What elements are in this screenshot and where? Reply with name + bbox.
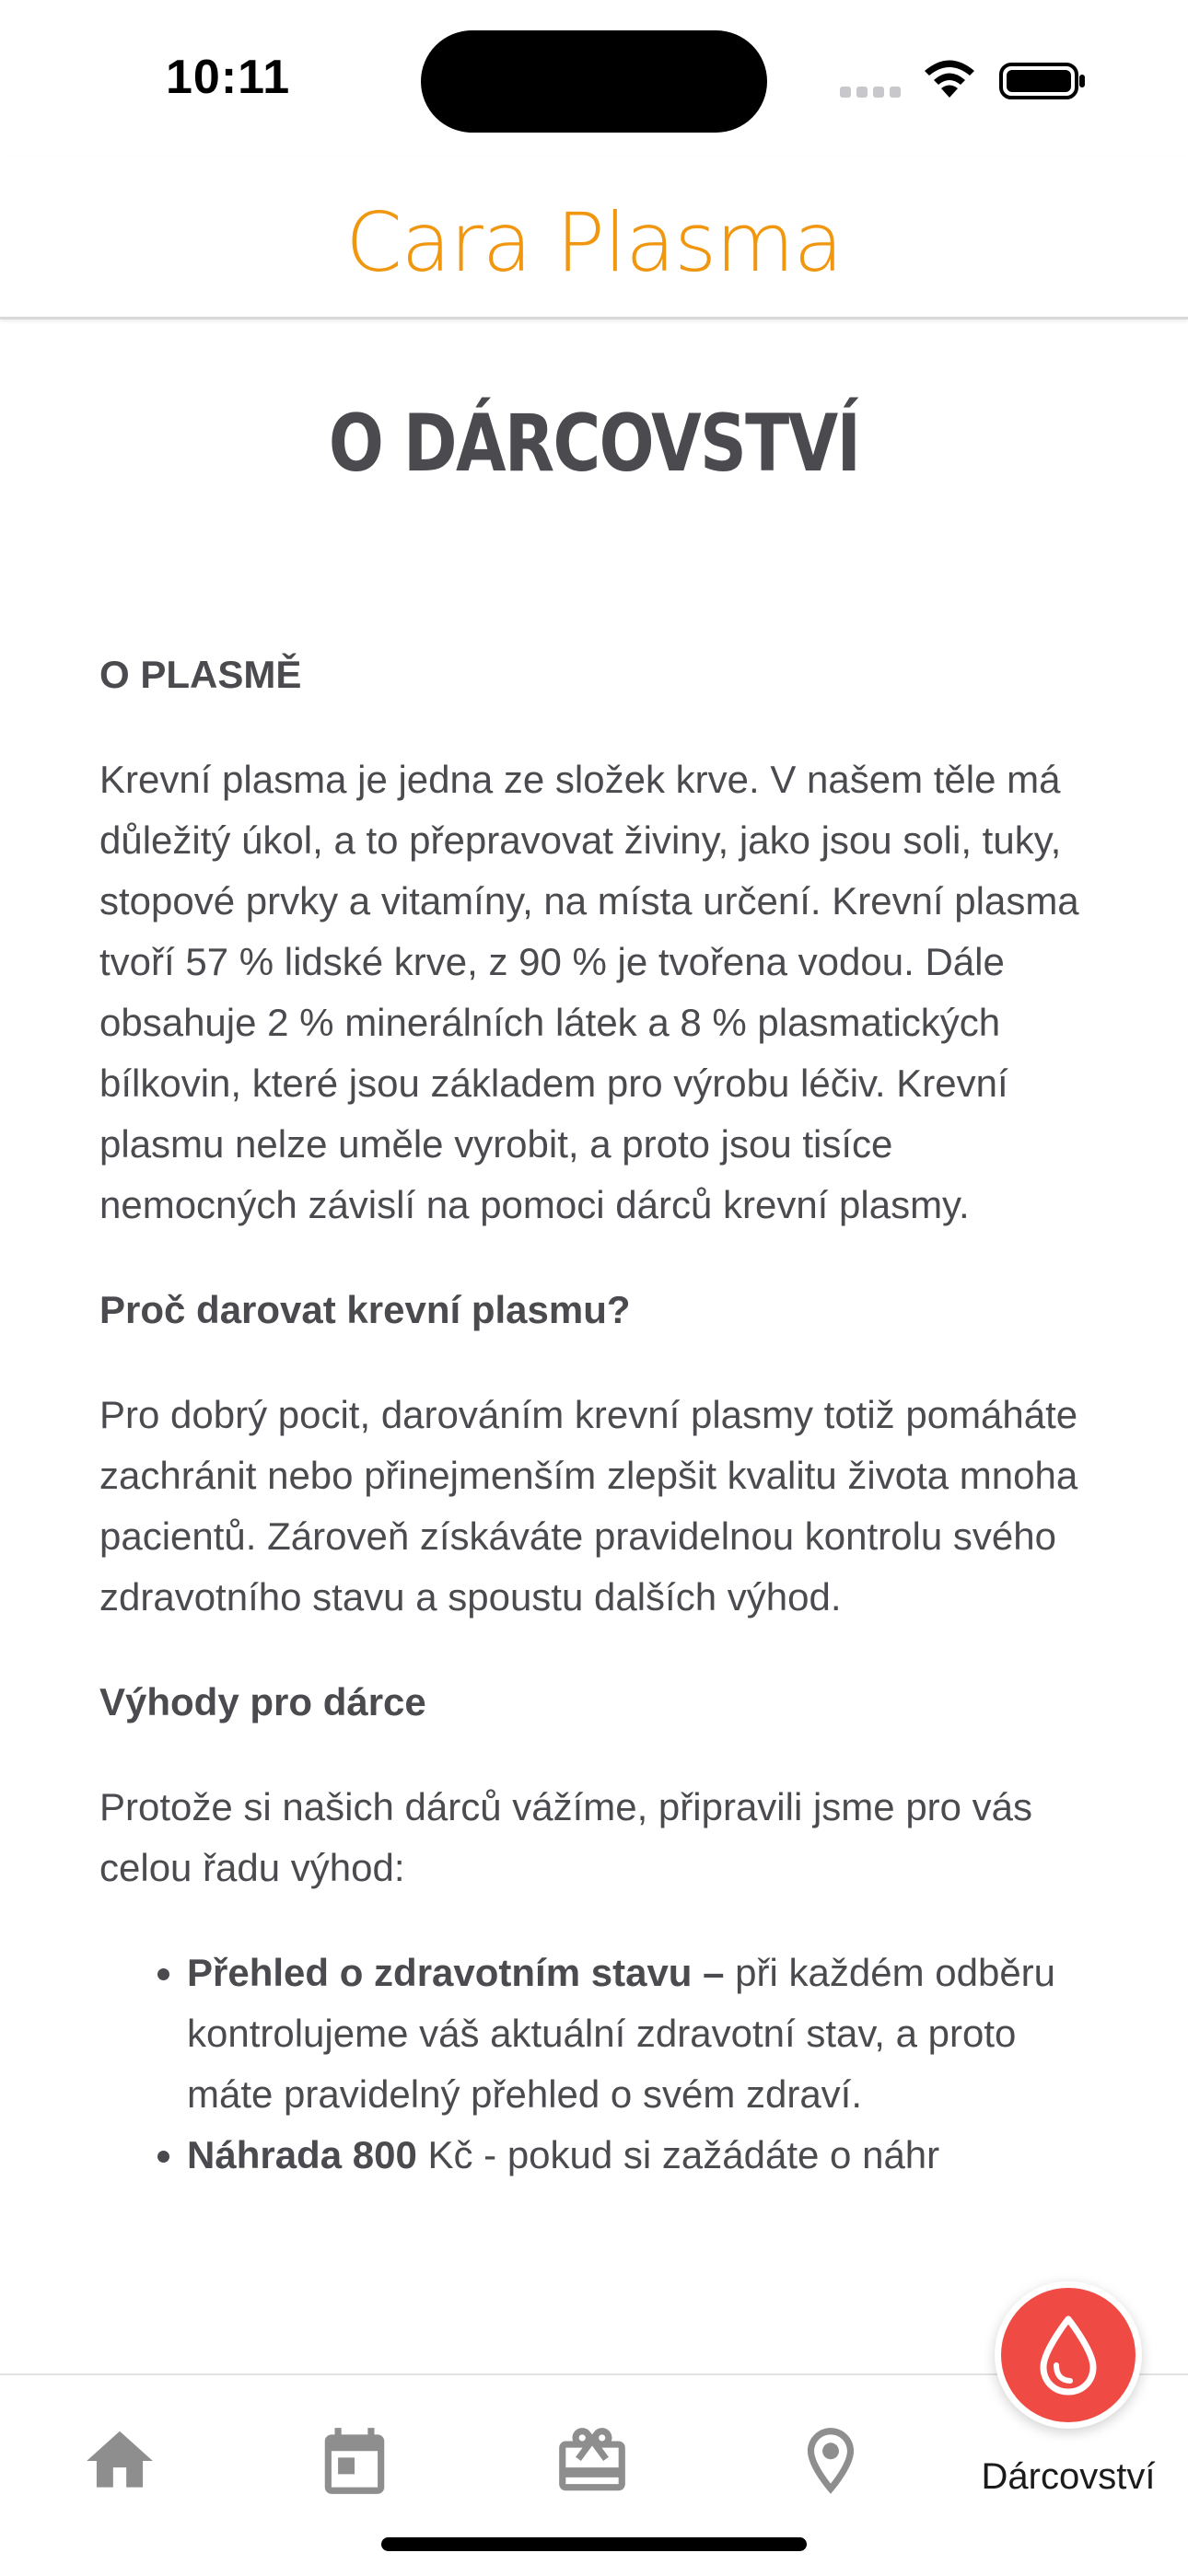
about-paragraph: Krevní plasma je jedna ze složek krve. V našem těle má důležitý úkol, a to přepravovat živiny, jako jsou soli, tuky, stopové prvky a vitamíny, na místa určení. Krevní plasma tvoří 57 % lidské krve, z 90 % je tvořena vodou. Dále obsahuje 2 % minerálních látek a 8 % plasmatických bílkovin, které jsou základem pro výrobu léčiv. Krevní plasmu nelze uměle vyrobit, a proto jsou tisíce nemocných závislí na pomoci dárců krevní plasmy. bbox=[99, 758, 1079, 1226]
benefits-intro: Protože si našich dárců vážíme, připravili jsme pro vás celou řadu výhod: bbox=[99, 1785, 1033, 1889]
status-time: 10:11 bbox=[166, 51, 291, 104]
app-logo: Cara Plasma bbox=[345, 195, 843, 290]
list-item bbox=[187, 2125, 1085, 2186]
home-icon bbox=[80, 2421, 159, 2501]
gift-icon bbox=[553, 2421, 632, 2501]
page-title: O DÁRCOVSTVÍ bbox=[328, 398, 860, 490]
blood-drop-icon bbox=[1036, 2314, 1101, 2396]
tab-donation-circle bbox=[1001, 2288, 1136, 2422]
app-header bbox=[0, 157, 1188, 319]
tab-donation-label[interactable]: Dárcovství bbox=[981, 2456, 1156, 2497]
benefit-text: Kč - pokud si zažádáte o náhr bbox=[416, 2133, 940, 2176]
home-indicator[interactable] bbox=[381, 2537, 807, 2551]
tab-calendar[interactable] bbox=[299, 2421, 410, 2532]
tab-locations[interactable] bbox=[775, 2421, 886, 2532]
benefit-title: Přehled o zdravotním stavu – bbox=[187, 1951, 725, 1994]
list-item bbox=[187, 1943, 1085, 2125]
why-paragraph: Pro dobrý pocit, darováním krevní plasmy totiž pomáháte zachránit nebo přinejmenším zlepšit kvalitu života mnoha pacientů. Zároveň získáváte pravidelnou kontrolu svého zdravotního stavu a spoustu dalších výhod. bbox=[99, 1393, 1078, 1619]
why-heading: Proč darovat krevní plasmu? bbox=[99, 1288, 631, 1331]
tab-rewards[interactable] bbox=[537, 2421, 647, 2532]
tab-donation-active[interactable] bbox=[995, 2281, 1142, 2429]
tab-home[interactable] bbox=[64, 2421, 175, 2532]
location-pin-icon bbox=[791, 2421, 870, 2501]
dynamic-island bbox=[421, 30, 767, 133]
content-area[interactable] bbox=[99, 644, 1085, 2186]
about-heading: O PLASMĚ bbox=[99, 653, 302, 696]
status-bar bbox=[0, 0, 1188, 157]
calendar-icon bbox=[315, 2421, 394, 2501]
benefits-list bbox=[99, 1943, 1085, 2186]
battery-icon bbox=[999, 61, 1088, 101]
wifi-icon bbox=[921, 57, 978, 99]
benefits-heading: Výhody pro dárce bbox=[99, 1680, 426, 1723]
benefit-title: Náhrada 800 bbox=[187, 2133, 417, 2176]
cellular-signal-icon bbox=[840, 81, 906, 98]
benefit-text: při každém odběru kontrolujeme váš aktuální zdravotní stav, a proto máte pravidelný přehled o svém zdraví. bbox=[187, 1951, 1056, 2116]
